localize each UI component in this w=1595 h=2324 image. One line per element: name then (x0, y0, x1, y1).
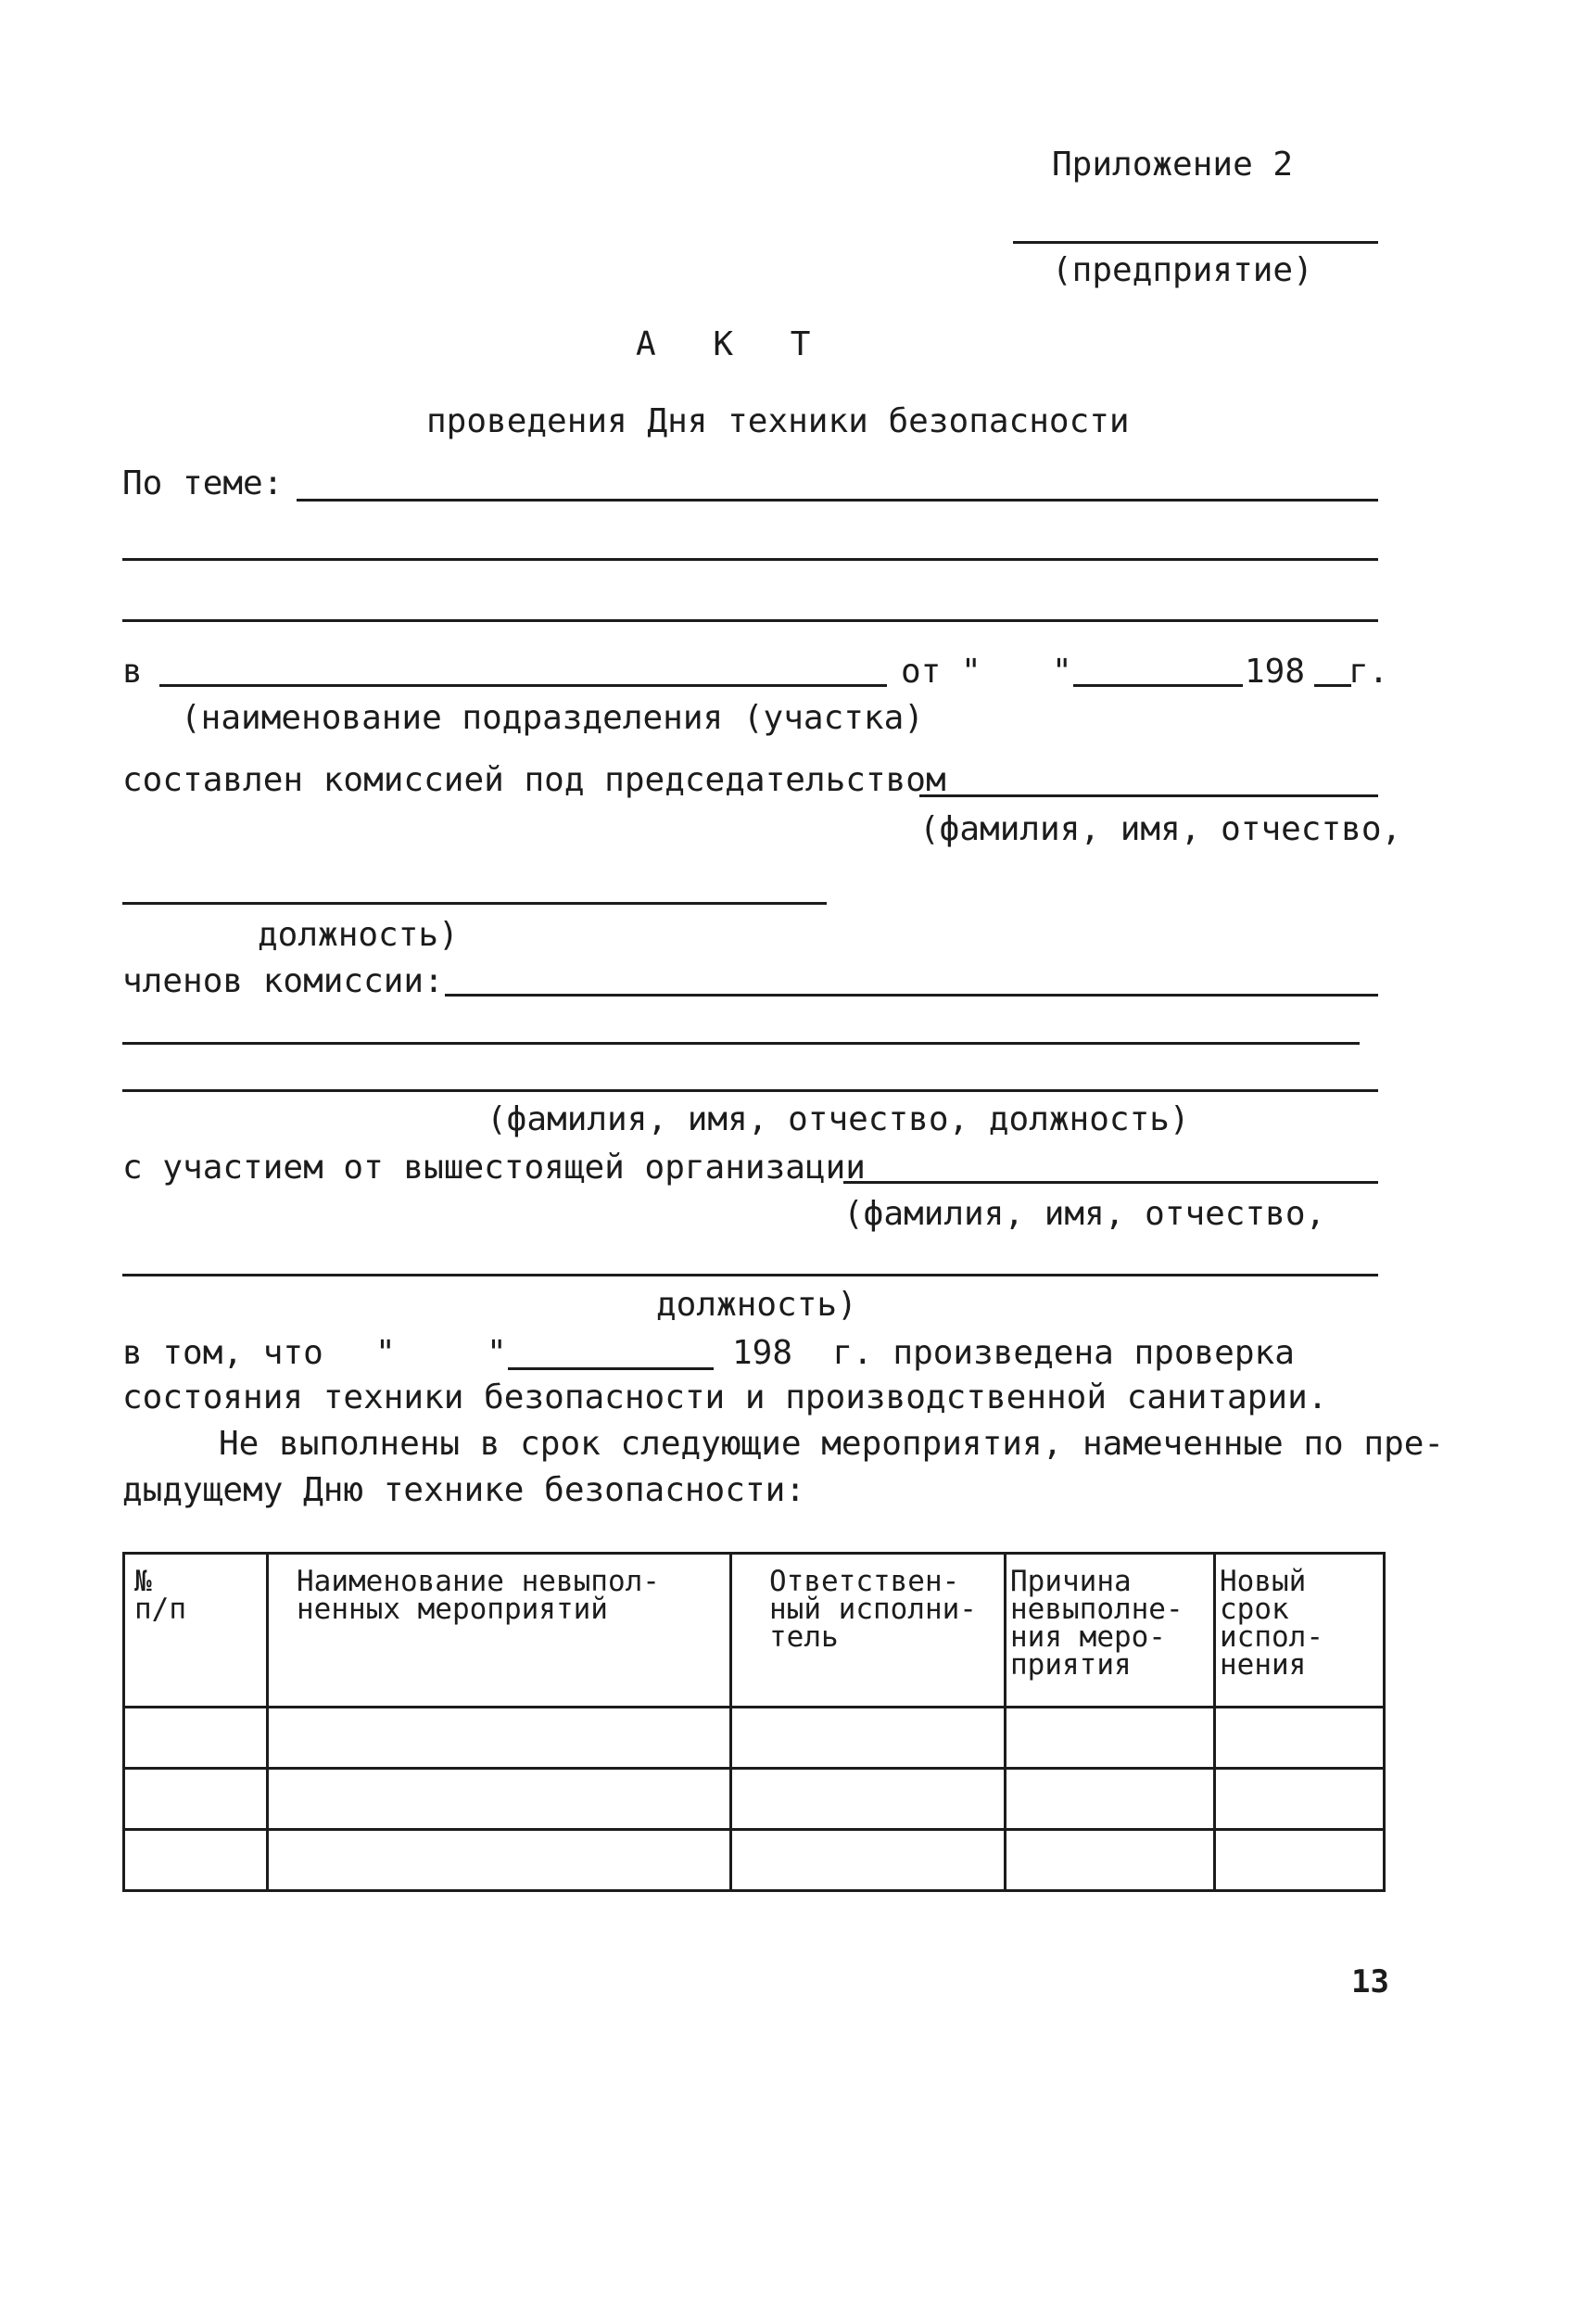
table-cell[interactable] (268, 1830, 731, 1891)
from-label: от " (901, 653, 981, 691)
col-number-header (124, 1554, 268, 1708)
members-line-1[interactable] (445, 994, 1378, 997)
document-subtitle: проведения Дня техники безопасности (426, 402, 1130, 440)
table-cell[interactable] (731, 1769, 1006, 1830)
table-cell[interactable] (268, 1708, 731, 1769)
col-new-deadline-header (1215, 1554, 1385, 1708)
chair-caption: (фамилия, имя, отчество, (919, 810, 1402, 848)
year-digit-line[interactable] (1314, 684, 1351, 687)
not-done-line-2: дыдущему Дню технике безопасности: (122, 1471, 805, 1509)
table-cell[interactable] (731, 1708, 1006, 1769)
enterprise-line[interactable] (1013, 241, 1378, 244)
higher-position-caption: должность) (656, 1286, 857, 1324)
members-line-2[interactable] (122, 1042, 1360, 1045)
subdivision-caption: (наименование подразделения (участка) (181, 699, 924, 737)
fact-date-line[interactable] (508, 1367, 714, 1370)
composed-by-label: составлен комиссией под председательством (122, 761, 946, 799)
table-row (124, 1769, 1385, 1830)
chair-line[interactable] (919, 794, 1378, 797)
subdivision-line[interactable] (159, 684, 887, 687)
in-label: в (122, 653, 143, 691)
page-number: 13 (1351, 1963, 1389, 2000)
topic-label: По теме: (122, 464, 284, 502)
appendix-label: Приложение 2 (1052, 146, 1294, 184)
higher-org-caption: (фамилия, имя, отчество, (843, 1195, 1326, 1233)
col-number-header-text: № п/п (134, 1565, 186, 1626)
higher-org-label: с участием от вышестоящей организации (122, 1149, 866, 1187)
table-cell[interactable] (1006, 1769, 1215, 1830)
table-cell[interactable] (1215, 1769, 1385, 1830)
col-responsible-header (731, 1554, 1006, 1708)
members-caption: (фамилия, имя, отчество, должность) (487, 1100, 1190, 1138)
table-cell[interactable] (1006, 1708, 1215, 1769)
table-cell[interactable] (1215, 1830, 1385, 1891)
table-row (124, 1708, 1385, 1769)
table-row (124, 1830, 1385, 1891)
chair-position-caption: должность) (258, 916, 459, 954)
topic-line-2[interactable] (122, 558, 1378, 561)
col-reason-header-text: Причина невыполне- ния меро- приятия (1010, 1565, 1184, 1682)
table-cell[interactable] (731, 1830, 1006, 1891)
date-quote-close: " (1052, 653, 1072, 691)
not-done-line-1: Не выполнены в срок следующие мероприятия, намеченные по пре- (219, 1425, 1445, 1463)
col-new-deadline-header-text: Новый срок испол- нения (1220, 1565, 1323, 1682)
members-label: членов комиссии: (122, 962, 444, 1000)
table-cell[interactable] (124, 1830, 268, 1891)
year-prefix: 198 (1245, 653, 1306, 691)
higher-org-line[interactable] (843, 1181, 1378, 1184)
chair-position-line[interactable] (122, 902, 827, 905)
fact-line-2: состояния техники безопасности и производственной санитарии. (122, 1378, 1328, 1416)
col-measure-header-text: Наименование невыпол- ненных мероприятий (297, 1565, 660, 1626)
higher-position-line[interactable] (122, 1274, 1378, 1276)
table-cell[interactable] (1215, 1708, 1385, 1769)
table-cell[interactable] (268, 1769, 731, 1830)
table-cell[interactable] (124, 1708, 268, 1769)
document-title: А К Т (636, 325, 829, 363)
year-suffix: г. (1348, 653, 1389, 691)
fact-quote-open: " (375, 1334, 396, 1372)
date-month-line[interactable] (1073, 684, 1243, 687)
fact-suffix: 198 г. произведена проверка (732, 1334, 1295, 1372)
enterprise-caption: (предприятие) (1052, 251, 1313, 289)
table-header-row (124, 1554, 1385, 1708)
topic-line-3[interactable] (122, 619, 1378, 622)
col-measure-header (268, 1554, 731, 1708)
table-cell[interactable] (124, 1769, 268, 1830)
fact-prefix: в том, что (122, 1334, 323, 1372)
table-cell[interactable] (1006, 1830, 1215, 1891)
col-responsible-header-text: Ответствен- ный исполни- тель (769, 1565, 977, 1654)
members-line-3[interactable] (122, 1089, 1378, 1092)
unfulfilled-measures-table (122, 1552, 1386, 1892)
fact-quote-close: " (487, 1334, 507, 1372)
topic-line-1[interactable] (297, 499, 1378, 502)
col-reason-header (1006, 1554, 1215, 1708)
